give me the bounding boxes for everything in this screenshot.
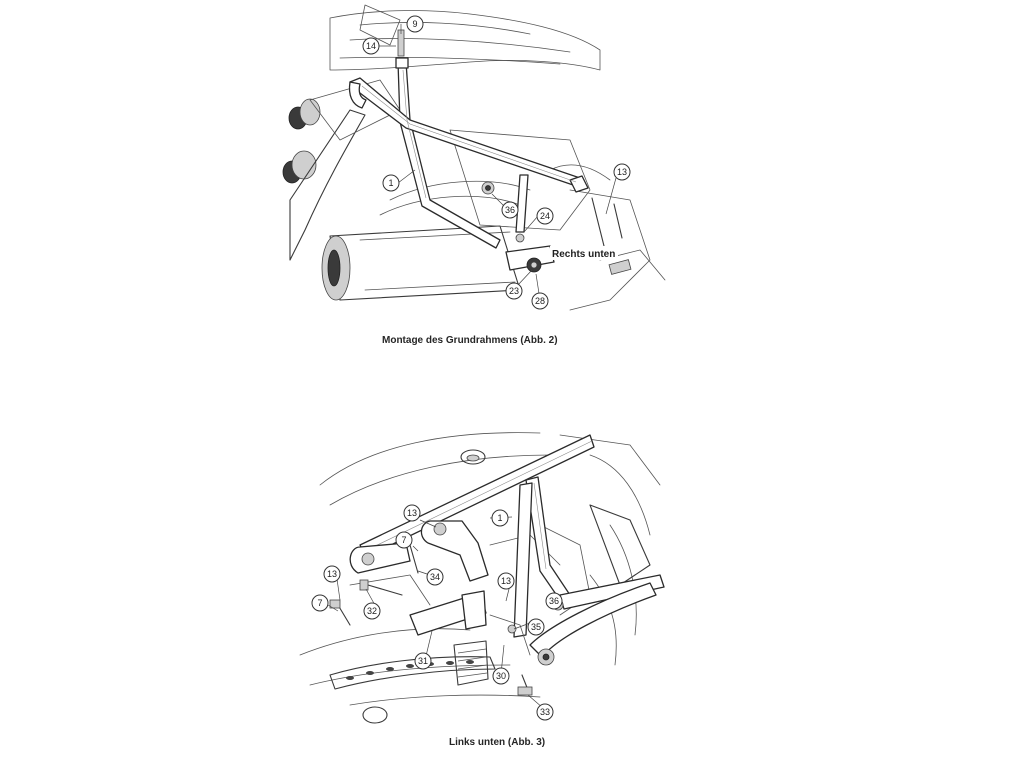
svg-text:31: 31 (417, 656, 429, 666)
svg-text:7: 7 (317, 598, 323, 608)
callout-13-center (498, 573, 514, 589)
callout-35 (528, 619, 544, 635)
callout-7-upper (396, 532, 412, 548)
callout-1 (492, 510, 508, 526)
callout-33 (537, 704, 553, 720)
svg-text:1: 1 (388, 178, 394, 188)
svg-text:13: 13 (406, 508, 418, 518)
figure-base-frame-mounting (270, 0, 670, 318)
callout-9 (407, 16, 423, 32)
svg-text:1: 1 (497, 513, 503, 523)
svg-text:9: 9 (412, 19, 418, 29)
callout-7-left (312, 595, 328, 611)
callout-14 (363, 38, 379, 54)
callout-36 (546, 593, 562, 609)
svg-text:14: 14 (365, 41, 377, 51)
figure-left-bottom (290, 425, 670, 730)
callout-32 (364, 603, 380, 619)
svg-text:13: 13 (326, 569, 338, 579)
callout-36 (502, 202, 518, 218)
svg-text:32: 32 (366, 606, 378, 616)
svg-text:36: 36 (548, 596, 560, 606)
callout-13-left (324, 566, 340, 582)
callout-24 (537, 208, 553, 224)
svg-text:13: 13 (500, 576, 512, 586)
svg-text:23: 23 (508, 286, 520, 296)
svg-text:13: 13 (616, 167, 628, 177)
svg-text:33: 33 (539, 707, 551, 717)
figure-caption-abb3: Links unten (Abb. 3) (449, 737, 546, 748)
svg-text:36: 36 (504, 205, 516, 215)
callout-31 (415, 653, 431, 669)
callout-30 (493, 668, 509, 684)
callout-28 (532, 293, 548, 309)
svg-text:7: 7 (401, 535, 407, 545)
svg-text:24: 24 (539, 211, 551, 221)
svg-text:34: 34 (429, 572, 441, 582)
inline-label-right-bottom: Rechts unten (552, 249, 616, 260)
callout-34 (427, 569, 443, 585)
callout-1 (383, 175, 399, 191)
svg-text:35: 35 (530, 622, 542, 632)
svg-text:28: 28 (534, 296, 546, 306)
callout-13-top (404, 505, 420, 521)
base-frame-drawing (270, 0, 670, 318)
left-bottom-drawing (290, 425, 670, 730)
svg-text:30: 30 (495, 671, 507, 681)
figure-caption-abb2: Montage des Grundrahmens (Abb. 2) (382, 335, 558, 346)
base-frame-tube-left (360, 435, 594, 557)
callout-23 (506, 283, 522, 299)
callout-13 (614, 164, 630, 180)
